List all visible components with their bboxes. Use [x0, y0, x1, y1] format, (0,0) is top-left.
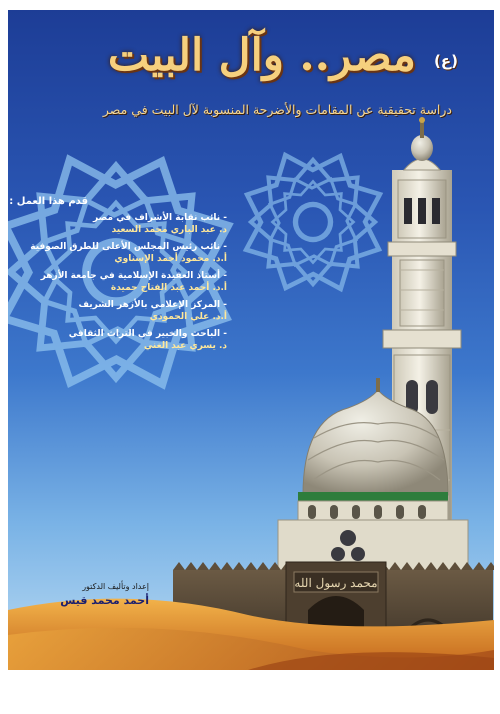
arabesque-rosette-center [220, 129, 406, 315]
gate-inscription: محمد رسول الله [294, 576, 378, 590]
credit-person: د. عبد الباري محمد السعيد [111, 225, 227, 235]
book-subtitle: دراسة تحقيقية عن المقامات والأضرحة المنسوبة لآل البيت في مصر [102, 102, 452, 117]
credit-person: أ.د. أحمد عبد الفتاح حميدة [110, 283, 227, 293]
title-honorific: (ع) [434, 52, 458, 70]
prepared-by-label: إعداد وتأليف الدكتور [82, 582, 149, 591]
credit-person: أ.د. محمود أحمد الإسناوي [114, 254, 227, 264]
credits-heading: قدم هذا العمل : [9, 196, 88, 207]
author-name: أحمد محمد قيس [60, 594, 149, 607]
credit-role: - نائب رئيس المجلس الأعلى للطرق الصوفية [30, 242, 227, 252]
credit-role: - أستاذ العقيدة الإسلامية في جامعة الأزهر [40, 271, 227, 281]
book-title: مصر.. وآل البيت [107, 30, 416, 81]
credit-role: - نائب نقابة الأشراف في مصر [93, 213, 227, 223]
credit-role: - الباحث والخبير في التراث الثقافي [68, 329, 227, 339]
credit-person: أ.د. علي الحمودي [149, 312, 227, 322]
book-cover [8, 10, 494, 670]
credit-role: - المركز الإعلامي بالأزهر الشريف [78, 300, 227, 310]
credit-person: د. يسري عبد الغني [143, 341, 227, 351]
